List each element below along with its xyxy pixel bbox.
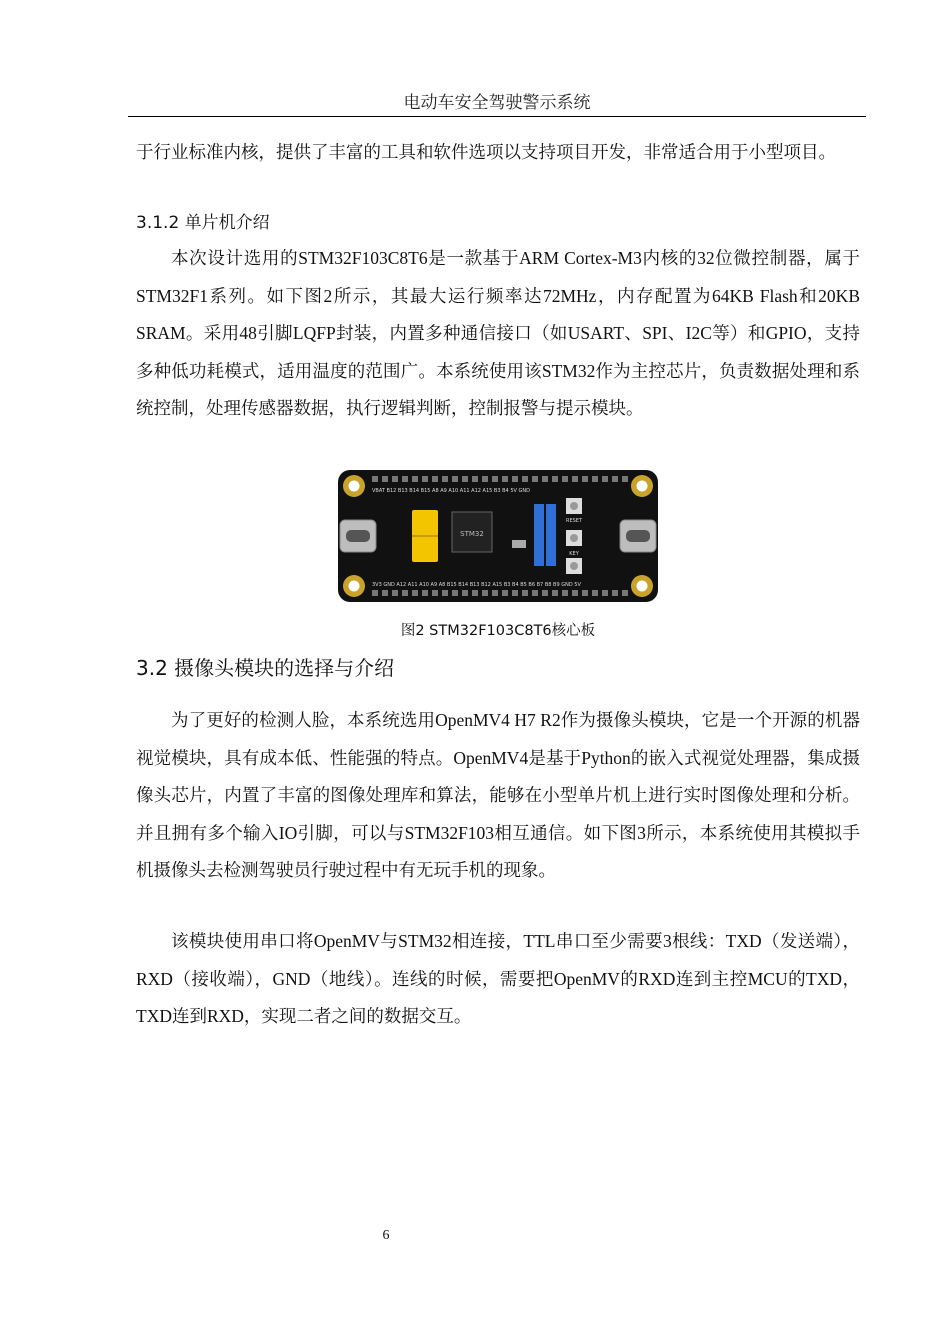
paragraph-serial-connection: 该模块使用串口将OpenMV与STM32相连接，TTL串口至少需要3根线：TXD（发送端），RXD（接收端），GND（地线）。连线的时候，需要把OpenMV的RXD连到主控MCU的TXD，TXD连到RXD，实现二者之间的数据交互。 xyxy=(136,931,860,1026)
key-label: KEY xyxy=(569,551,579,557)
usb-c-right-port xyxy=(626,530,650,542)
page-number: 6 xyxy=(382,1228,390,1243)
section-heading-3-1-2: 3.1.2 单片机介绍 xyxy=(136,213,270,233)
top-pin-labels: VBAT B12 B13 B14 B15 A8 A9 A10 A11 A12 A15 B3 B4 5V GND xyxy=(372,488,530,494)
mount-hole-center xyxy=(349,581,360,592)
bottom-pin-labels: 3V3 GND A12 A11 A10 A9 A8 B15 B14 B13 B12 A15 B3 B4 B5 B6 B7 B8 B9 GND 5V xyxy=(372,582,581,588)
stm32-board-image xyxy=(338,470,658,602)
usb-c-left-port xyxy=(346,530,370,542)
crystal xyxy=(512,540,526,548)
section-heading-3-2: 3.2 摄像头模块的选择与介绍 xyxy=(136,656,395,680)
mount-hole-center xyxy=(637,581,648,592)
mount-hole-center xyxy=(637,481,648,492)
blue-pin-header xyxy=(546,504,556,566)
paragraph-continuation: 于行业标准内核，提供了丰富的工具和软件选项以支持项目开发，非常适合用于小型项目。 xyxy=(136,142,836,162)
blue-pin-header xyxy=(534,504,544,566)
mount-hole-center xyxy=(349,481,360,492)
reset-label: RESET xyxy=(565,518,583,524)
page-header: 电动车安全驾驶警示系统 xyxy=(128,90,866,117)
mcu-chip-label: STM32 xyxy=(460,530,484,538)
paragraph-camera-intro: 为了更好的检测人脸，本系统选用OpenMV4 H7 R2作为摄像头模块，它是一个开源的机器视觉模块，具有成本低、性能强的特点。OpenMV4是基于Python的嵌入式视觉处理器，集成摄像头芯片，内置了丰富的图像处理库和算法，能够在小型单片机上进行实时图像处理和分析。并且拥有多个输入IO引脚，可以与STM32F103相互通信。如下图3所示，本系统使用其模拟手机摄像头去检测驾驶员行驶过程中有无玩手机的现象。 xyxy=(136,710,860,880)
stm32-board-figure xyxy=(338,470,658,602)
paragraph-mcu-intro: 本次设计选用的STM32F103C8T6是一款基于ARM Cortex-M3内核的32位微控制器，属于STM32F1系列。如下图2所示，其最大运行频率达72MHz，内存配置为64KB Flash和20KB SRAM。采用48引脚LQFP封装，内置多种通信接口（如USART、SPI、I2C等）和GPIO，支持多种低功耗模式，适用温度的范围广。本系统使用该STM32作为主控芯片，负责数据处理和系统控制，处理传感器数据，执行逻辑判断，控制报警与提示模块。 xyxy=(136,248,860,418)
figure-caption: 图2 STM32F103C8T6核心板 xyxy=(400,623,596,639)
